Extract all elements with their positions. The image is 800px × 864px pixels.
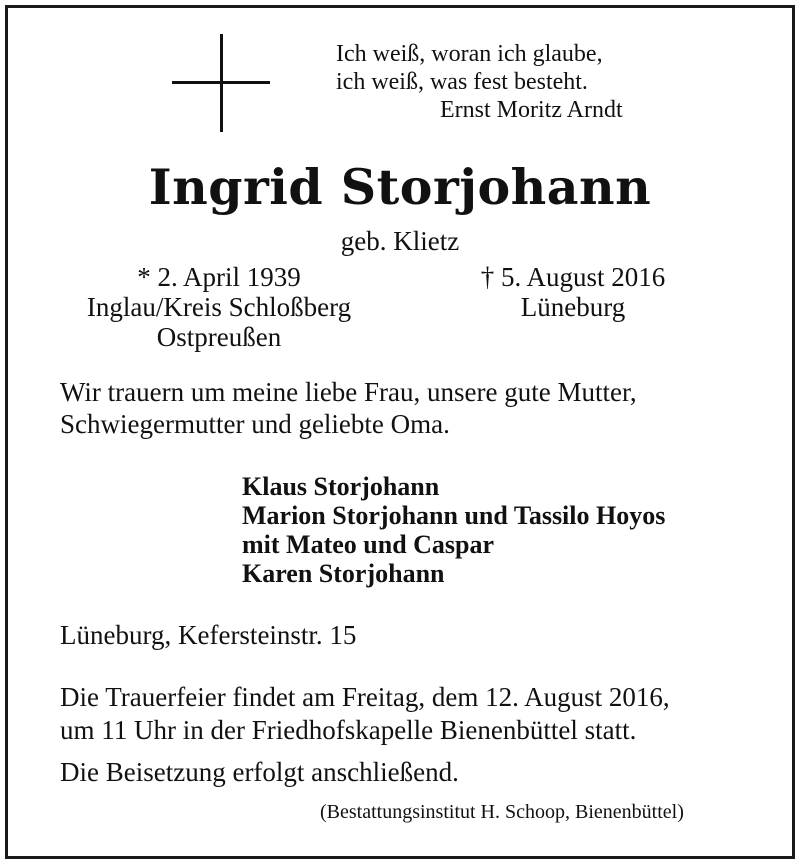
- ceremony-line-2: um 11 Uhr in der Friedhofskapelle Bienenbüttel statt.: [60, 715, 637, 745]
- cross-icon: [172, 34, 270, 132]
- burial-line: Die Beisetzung erfolgt anschließend.: [60, 757, 459, 787]
- maiden-name: geb. Klietz: [340, 226, 460, 256]
- family-member: mit Mateo und Caspar: [242, 530, 495, 559]
- birth-region: Ostpreußen: [156, 322, 282, 352]
- birth-place: Inglau/Kreis Schloßberg: [86, 292, 352, 322]
- quote-line-2: ich weiß, was fest besteht.: [336, 69, 588, 95]
- birth-date: * 2. April 1939: [137, 262, 301, 292]
- death-place: Lüneburg: [520, 292, 626, 322]
- quote-line-1: Ich weiß, woran ich glaube,: [336, 41, 603, 67]
- quote-author: Ernst Moritz Arndt: [440, 97, 623, 123]
- funeral-home-credit: (Bestattungsinstitut H. Schoop, Bienenbüttel): [320, 801, 684, 823]
- deceased-name: Ingrid Storjohann: [148, 158, 652, 216]
- address: Lüneburg, Kefersteinstr. 15: [60, 620, 357, 650]
- family-member: Marion Storjohann und Tassilo Hoyos: [242, 501, 666, 530]
- death-date: † 5. August 2016: [480, 262, 666, 292]
- mourning-line-2: Schwiegermutter und geliebte Oma.: [60, 409, 450, 439]
- family-member: Klaus Storjohann: [242, 472, 440, 501]
- ceremony-line-1: Die Trauerfeier findet am Freitag, dem 12. August 2016,: [60, 682, 670, 712]
- mourning-line-1: Wir trauern um meine liebe Frau, unsere gute Mutter,: [60, 377, 637, 407]
- family-member: Karen Storjohann: [242, 559, 445, 588]
